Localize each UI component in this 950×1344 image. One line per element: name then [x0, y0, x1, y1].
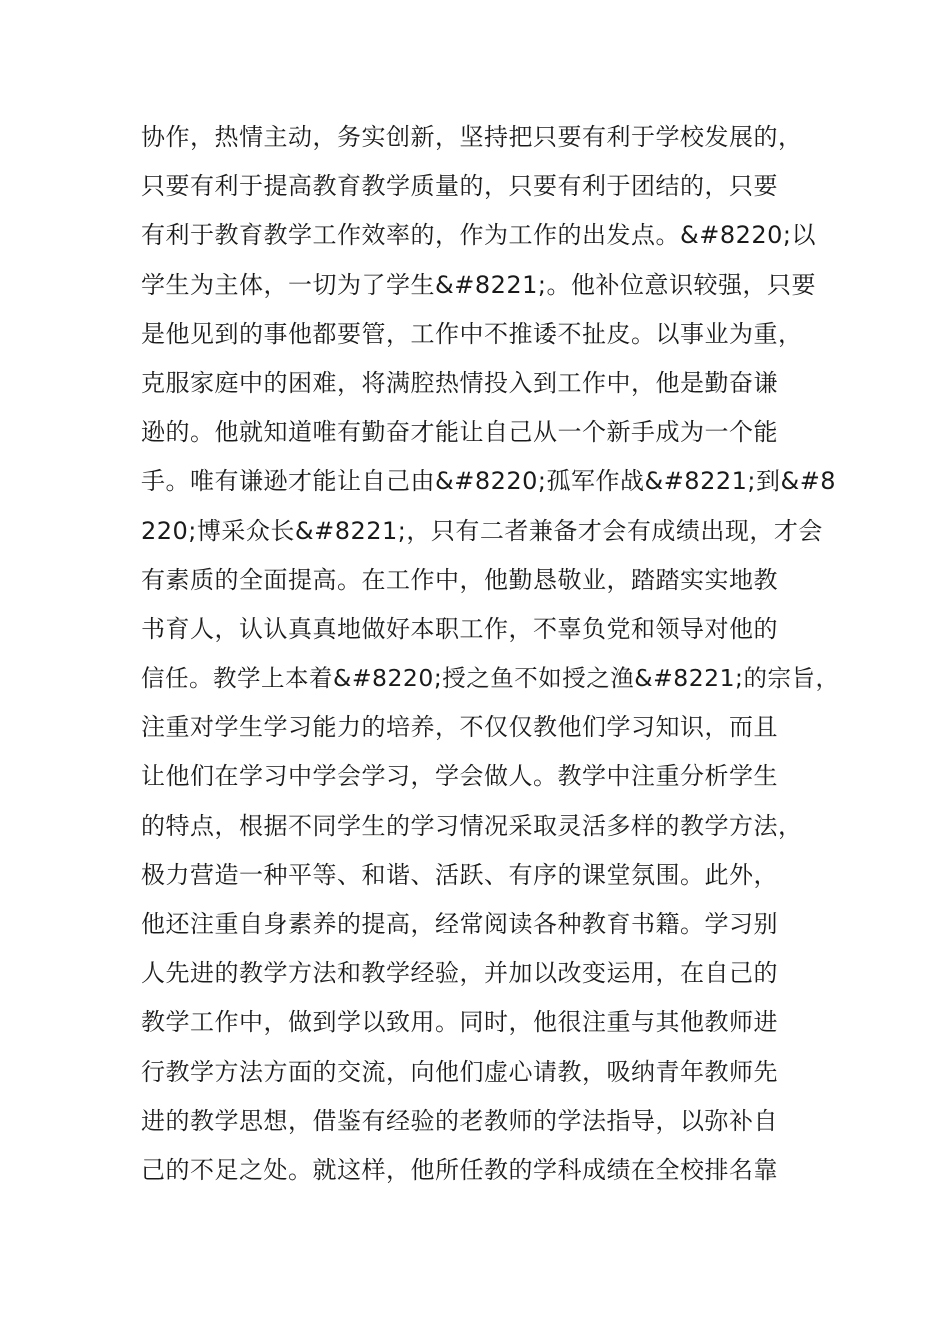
text-line: 220;博采众长&#8221;，只有二者兼备才会有成绩出现，才会 — [141, 516, 823, 545]
text-line: 书育人，认认真真地做好本职工作，不辜负党和领导对他的 — [141, 614, 778, 643]
text-line: 是他见到的事他都要管，工作中不推诿不扯皮。以事业为重， — [141, 319, 803, 348]
text-line: 只要有利于提高教育教学质量的，只要有利于团结的，只要 — [141, 172, 778, 201]
text-line: 注重对学生学习能力的培养，不仅仅教他们学习知识，而且 — [141, 713, 778, 742]
text-line: 学生为主体，一切为了学生&#8221;。他补位意识较强，只要 — [141, 270, 816, 299]
text-line: 教学工作中，做到学以致用。同时，他很注重与其他教师进 — [141, 1008, 778, 1037]
body-text — [141, 113, 841, 1195]
text-line: 行教学方法方面的交流，向他们虚心请教，吸纳青年教师先 — [141, 1057, 778, 1086]
text-line: 让他们在学习中学会学习，学会做人。教学中注重分析学生 — [141, 762, 778, 791]
text-line: 的特点，根据不同学生的学习情况采取灵活多样的教学方法， — [141, 811, 803, 840]
text-line: 进的教学思想，借鉴有经验的老教师的学法指导，以弥补自 — [141, 1106, 778, 1135]
text-line: 协作，热情主动，务实创新，坚持把只要有利于学校发展的， — [141, 123, 803, 151]
text-line: 手。唯有谦逊才能让自己由&#8220;孤军作战&#8221;到&#8 — [141, 467, 837, 496]
text-line: 有利于教育教学工作效率的，作为工作的出发点。&#8220;以 — [141, 221, 816, 250]
text-line: 克服家庭中的困难，将满腔热情投入到工作中，他是勤奋谦 — [141, 368, 778, 397]
text-line: 己的不足之处。就这样，他所任教的学科成绩在全校排名靠 — [141, 1155, 778, 1184]
text-line: 有素质的全面提高。在工作中，他勤恳敬业，踏踏实实地教 — [141, 565, 778, 594]
text-line: 人先进的教学方法和教学经验，并加以改变运用，在自己的 — [141, 959, 778, 988]
text-line: 信任。教学上本着&#8220;授之鱼不如授之渔&#8221;的宗旨， — [141, 664, 840, 693]
text-line: 逊的。他就知道唯有勤奋才能让自己从一个新手成为一个能 — [141, 418, 778, 447]
text-line: 极力营造一种平等、和谐、活跃、有序的课堂氛围。此外， — [141, 860, 778, 889]
text-line: 他还注重自身素养的提高，经常阅读各种教育书籍。学习别 — [141, 910, 778, 938]
